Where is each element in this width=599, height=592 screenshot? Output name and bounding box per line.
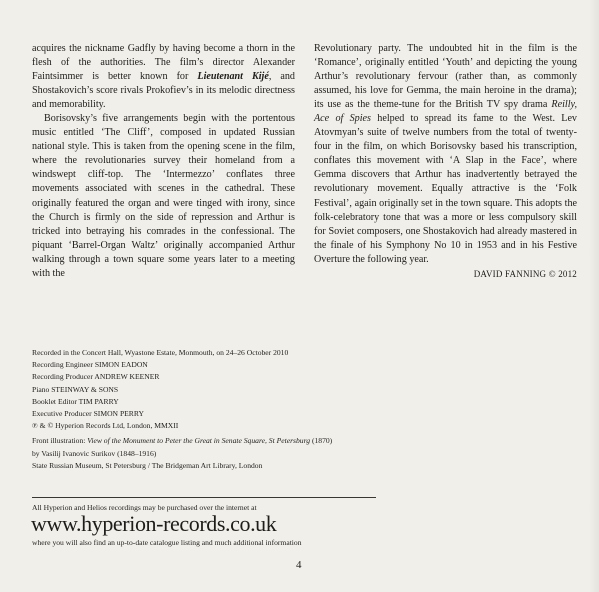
credit-museum: State Russian Museum, St Petersburg / The Bridgeman Art Library, London (32, 460, 263, 470)
essay-left-column (32, 42, 295, 281)
page-edge-shadow (589, 0, 599, 592)
italic-title: Lieutenant Kijé (197, 71, 269, 83)
credit-piano: Piano STEINWAY & SONS (32, 384, 119, 394)
author-signature: DAVID FANNING © 2012 (473, 268, 577, 279)
website-url[interactable]: www.hyperion-records.co.uk (31, 511, 277, 536)
essay-paragraph (32, 42, 295, 112)
credit-editor: Booklet Editor TIM PARRY (32, 396, 119, 406)
page-number: 4 (296, 559, 302, 571)
front-illustration-year: (1870) (310, 436, 333, 446)
credit-artist: by Vasilij Ivanovic Surikov (1848–1916) (32, 448, 157, 458)
essay-text: helped to spread its fame to the West. Lev Atovmyan’s suite of twelve numbers from the total of twenty-four in the film, on which Borisovsky based his transcription, conflates this movement with ‘A Slap in the Face’, where Gemma discovers that Arthur has inadvertently betrayed the revolutionary movement. Equally attractive is the ‘Folk Festival’, again originally set in the town square. This adopts the folk-celebratory tone that was a more or less compulsory skill for Soviet composers, one Shostakovich had already mastered in the finale of his Symphony No 10 in 1953 and in his Festive Overture the following year. (314, 113, 577, 265)
essay-text: Borisovsky’s five arrangements begin with the portentous music entitled ‘The Cliff’, composed in updated Russian national style. This is taken from the opening scene in the film, where the revolutionaries survey their homeland from a windswept cliff-top. The ‘Intermezzo’ conflates three movements associated with scenes in the cathedral. These originally featured the organ and were tinged with irony, since the Church is firmly on the side of repression and Arthur is tricked into betraying his comrades in the confessional. The piquant ‘Barrel-Organ Waltz’ originally accompanied Arthur walking through a town square some years later to a meeting with the (32, 113, 295, 279)
essay-paragraph (314, 42, 577, 267)
credit-producer: Recording Producer ANDREW KEENER (32, 372, 160, 382)
front-illustration-title: View of the Monument to Peter the Great in Senate Square, St Petersburg (87, 436, 311, 446)
catalogue-text: where you will also find an up-to-date catalogue listing and much additional information (32, 538, 302, 547)
credit-front-illustration (32, 435, 472, 447)
essay-right-column (314, 42, 577, 281)
front-illustration-label: Front illustration: (32, 436, 88, 446)
italic-title: Reilly, Ace of Spies (314, 99, 577, 125)
essay-paragraph (32, 112, 295, 281)
credit-exec-producer: Executive Producer SIMON PERRY (32, 409, 144, 419)
credit-engineer: Recording Engineer SIMON EADON (32, 360, 148, 370)
essay-text: , and Shostakovich’s score rivals Prokofiev’s in its melodic directness and memorability. (32, 71, 295, 111)
essay-text: acquires the nickname Gadfly by having become a thorn in the flesh of the authorities. The film’s director Alexander Faintsimmer is better known for (32, 43, 295, 83)
recording-credits (32, 347, 472, 472)
credit-copyright: ℗ & © Hyperion Records Ltd, London, MMXII (32, 421, 179, 431)
footer-divider (32, 497, 376, 498)
credit-recorded: Recorded in the Concert Hall, Wyastone Estate, Monmouth, on 24–26 October 2010 (32, 348, 289, 357)
purchase-text: All Hyperion and Helios recordings may be purchased over the internet at (32, 503, 257, 512)
essay-text: Revolutionary party. The undoubted hit in the film is the ‘Romance’, originally entitled ‘Youth’ and depicting the young Arthur’s revolutionary fervour (rather than, as commonly assumed, his love for Gemma, the main heroine in the drama); its use as the theme-tune for the British TV spy drama (314, 43, 577, 111)
